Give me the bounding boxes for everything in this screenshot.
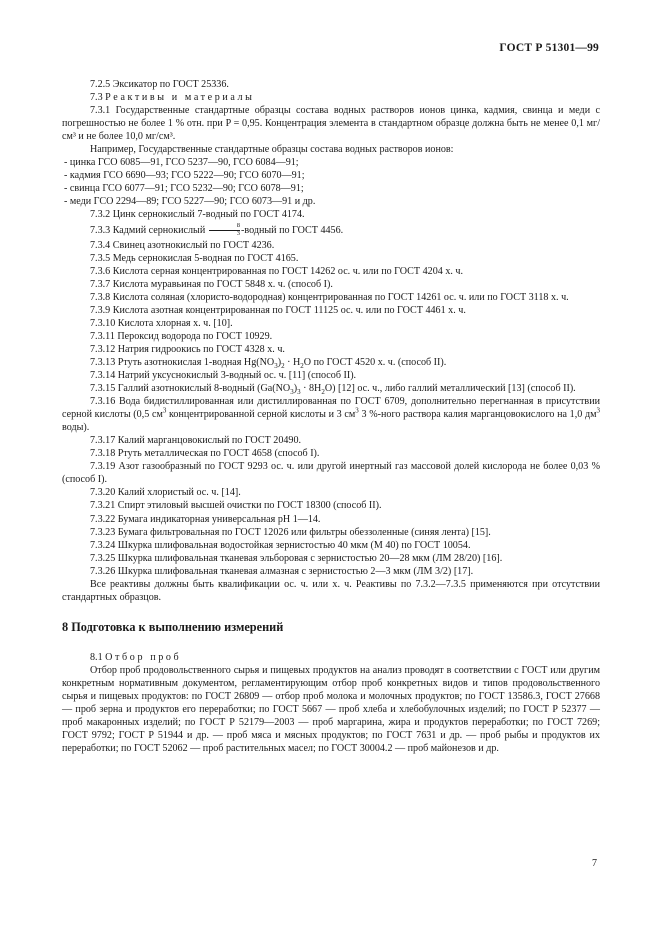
item-text: ) — [277, 356, 282, 368]
subscript: 3 — [297, 388, 301, 397]
section-8-heading: 8 Подготовка к выполнению измерений — [62, 619, 284, 634]
fraction-denominator: 3 — [236, 229, 241, 237]
subsection-title: Отбор проб — [105, 651, 182, 663]
item-7-3-4: 7.3.4 Свинец азотнокислый по ГОСТ 4236. — [90, 239, 275, 251]
item-7-3-2: 7.3.2 Цинк сернокислый 7-водный по ГОСТ 4174. — [90, 209, 305, 221]
list-item: - цинка ГСО 6085—91, ГСО 5237—90, ГСО 6084—91; — [64, 157, 299, 169]
subsection-7-3-heading — [62, 91, 600, 104]
item-7-3-16 — [62, 395, 600, 434]
subscript: 2 — [281, 361, 285, 370]
item-7-3-23: 7.3.23 Бумага фильтровальная по ГОСТ 12026 или фильтры обеззоленные (синяя лента) [15]. — [90, 526, 491, 538]
item-text: 7.3.13 Ртуть азотнокислая 1-водная Hg(NO — [90, 356, 275, 368]
item-text: ) — [293, 383, 298, 395]
subscript: 2 — [321, 388, 325, 397]
item-text: · 8H — [300, 383, 322, 395]
item-text: 7.3.16 Вода бидистиллированная или дистиллированная по ГОСТ 6709, дополнительно перегнанная в присутствии серной кислоты (0,5 см — [62, 396, 600, 421]
item-text: 7.3.3 Кадмий сернокислый — [90, 224, 206, 236]
item-text: O) [12] ос. ч., либо галлий металлический [13] (способ II). — [324, 383, 576, 395]
superscript: 3 — [355, 406, 359, 415]
item-7-3-12: 7.3.12 Натрия гидроокись по ГОСТ 4328 х. ч. — [90, 343, 285, 355]
example-intro: Например, Государственные стандартные образцы состава водных растворов ионов: — [90, 144, 454, 156]
item-7-3-10: 7.3.10 Кислота хлорная х. ч. [10]. — [90, 317, 233, 329]
item-7-3-6: 7.3.6 Кислота серная концентрированная по ГОСТ 14262 ос. ч. или по ГОСТ 4204 х. ч. — [90, 265, 464, 277]
item-text: 3 %-ного раствора калия марганцовокислого на 1,0 дм — [358, 409, 597, 421]
item-7-3-1: 7.3.1 Государственные стандартные образцы состава водных растворов ионов цинка, кадмия, свинца и меди с погрешностью не более 1 % отн. при P = 0,95. Концентрация элемента в стандартном образце должна быть не менее 0,1 мг/см³ и не более 10,0 мг/см³. — [62, 105, 600, 143]
fraction-numerator: 8 — [209, 223, 240, 231]
subscript: 3 — [274, 361, 278, 370]
list-item: - свинца ГСО 6077—91; ГСО 5232—90; ГСО 6078—91; — [64, 183, 304, 195]
item-7-3-24: 7.3.24 Шкурка шлифовальная водостойкая зернистостью 40 мкм (М 40) по ГОСТ 10054. — [90, 539, 471, 551]
list-item: - кадмия ГСО 6690—93; ГСО 5222—90; ГСО 6070—91; — [64, 170, 305, 182]
item-7-3-15 — [62, 382, 600, 395]
subsection-number: 7.3 — [90, 92, 103, 104]
item-7-3-14: 7.3.14 Натрий уксуснокислый 3-водный ос. ч. [11] (способ II). — [90, 369, 357, 381]
item-text: -водный по ГОСТ 4456. — [241, 224, 344, 236]
list-item: - меди ГСО 2294—89; ГСО 5227—90; ГСО 6073—91 и др. — [64, 196, 316, 208]
document-header: ГОСТ Р 51301—99 — [499, 42, 599, 54]
subsection-title: Реактивы и материалы — [105, 92, 255, 104]
sampling-paragraph: Отбор проб продовольственного сырья и пищевых продуктов на анализ проводят в соответствии с ГОСТ или другим конкретным нормативным документом, регламентирующим отбор проб конкретных видов и типов продовольственного сырья и пищевых продуктов: по ГОСТ 26809 — отбор проб молока и молочных продуктов; по ГОСТ 13586.3, ГОСТ 27668 — проб зерна и продуктов его переработки; по ГОСТ 5667 — проб хлеба и хлебобулочных изделий; по ГОСТ Р 52377 — проб макаронных изделий; по ГОСТ Р 52179—2003 — проб маргарина, жира и продуктов переработки; по ГОСТ 7269; ГОСТ 9792; ГОСТ Р 51944 и др. — проб мяса и мясных продуктов; по ГОСТ 7631 и др. — проб рыбы и продуктов их переработки; по ГОСТ 52062 — проб растительных масел; по ГОСТ 30004.2 — проб майонезов и др. — [62, 664, 600, 755]
item-7-3-26: 7.3.26 Шкурка шлифовальная тканевая алмазная с зернистостью 2—3 мкм (ЛМ 3/2) [17]. — [90, 565, 474, 577]
subscript: 3 — [290, 388, 294, 397]
item-text: концентрированной серной кислоты и 3 см — [166, 409, 356, 421]
item-7-3-5: 7.3.5 Медь сернокислая 5-водная по ГОСТ 4165. — [90, 252, 299, 264]
subsection-number: 8.1 — [90, 651, 103, 663]
superscript: 3 — [162, 406, 167, 415]
item-7-3-9: 7.3.9 Кислота азотная концентрированная по ГОСТ 11125 ос. ч. или по ГОСТ 4461 х. ч. — [90, 304, 466, 316]
subscript: 2 — [300, 361, 304, 370]
superscript: 3 — [596, 406, 601, 415]
item-7-3-13 — [62, 356, 600, 369]
item-7-3-8: 7.3.8 Кислота соляная (хлористо-водородная) концентрированная по ГОСТ 14261 ос. ч. или по ГОСТ 3118 х. ч. — [90, 291, 569, 303]
item-text: · H — [284, 356, 301, 368]
fraction — [209, 223, 240, 237]
item-7-3-11: 7.3.11 Пероксид водорода по ГОСТ 10929. — [90, 330, 273, 342]
item-7-2-5: 7.2.5 Эксикатор по ГОСТ 25336. — [90, 79, 229, 90]
item-7-3-17: 7.3.17 Калий марганцовокислый по ГОСТ 20490. — [90, 435, 302, 447]
reagents-note: Все реактивы должны быть квалификации ос. ч. или х. ч. Реактивы по 7.3.2—7.3.5 применяются при отсутствии стандартных образцов. — [62, 578, 600, 603]
item-7-3-22: 7.3.22 Бумага индикаторная универсальная pH 1—14. — [90, 513, 321, 525]
item-7-3-20: 7.3.20 Калий хлористый ос. ч. [14]. — [90, 487, 241, 499]
item-text: воды). — [62, 422, 90, 434]
item-7-3-7: 7.3.7 Кислота муравьиная по ГОСТ 5848 х. ч. (способ I). — [90, 278, 333, 290]
item-text: O по ГОСТ 4520 х. ч. (способ II). — [303, 356, 447, 368]
item-7-3-18: 7.3.18 Ртуть металлическая по ГОСТ 4658 (способ I). — [90, 448, 320, 460]
item-7-3-3 — [62, 222, 600, 239]
item-7-3-25: 7.3.25 Шкурка шлифовальная тканевая эльборовая с зернистостью 20—28 мкм (ЛМ 28/20) [16]. — [90, 552, 503, 564]
page-number: 7 — [592, 858, 597, 869]
document-body — [62, 78, 600, 755]
item-7-3-19: 7.3.19 Азот газообразный по ГОСТ 9293 ос. ч. или другой инертный газ массовой долей кислорода не более 0,03 % (способ I). — [62, 461, 600, 486]
item-7-3-21: 7.3.21 Спирт этиловый высшей очистки по ГОСТ 18300 (способ II). — [90, 500, 382, 512]
item-text: 7.3.15 Галлий азотнокислый 8-водный (Ga(NO — [90, 383, 291, 395]
subsection-8-1-heading — [62, 651, 600, 664]
